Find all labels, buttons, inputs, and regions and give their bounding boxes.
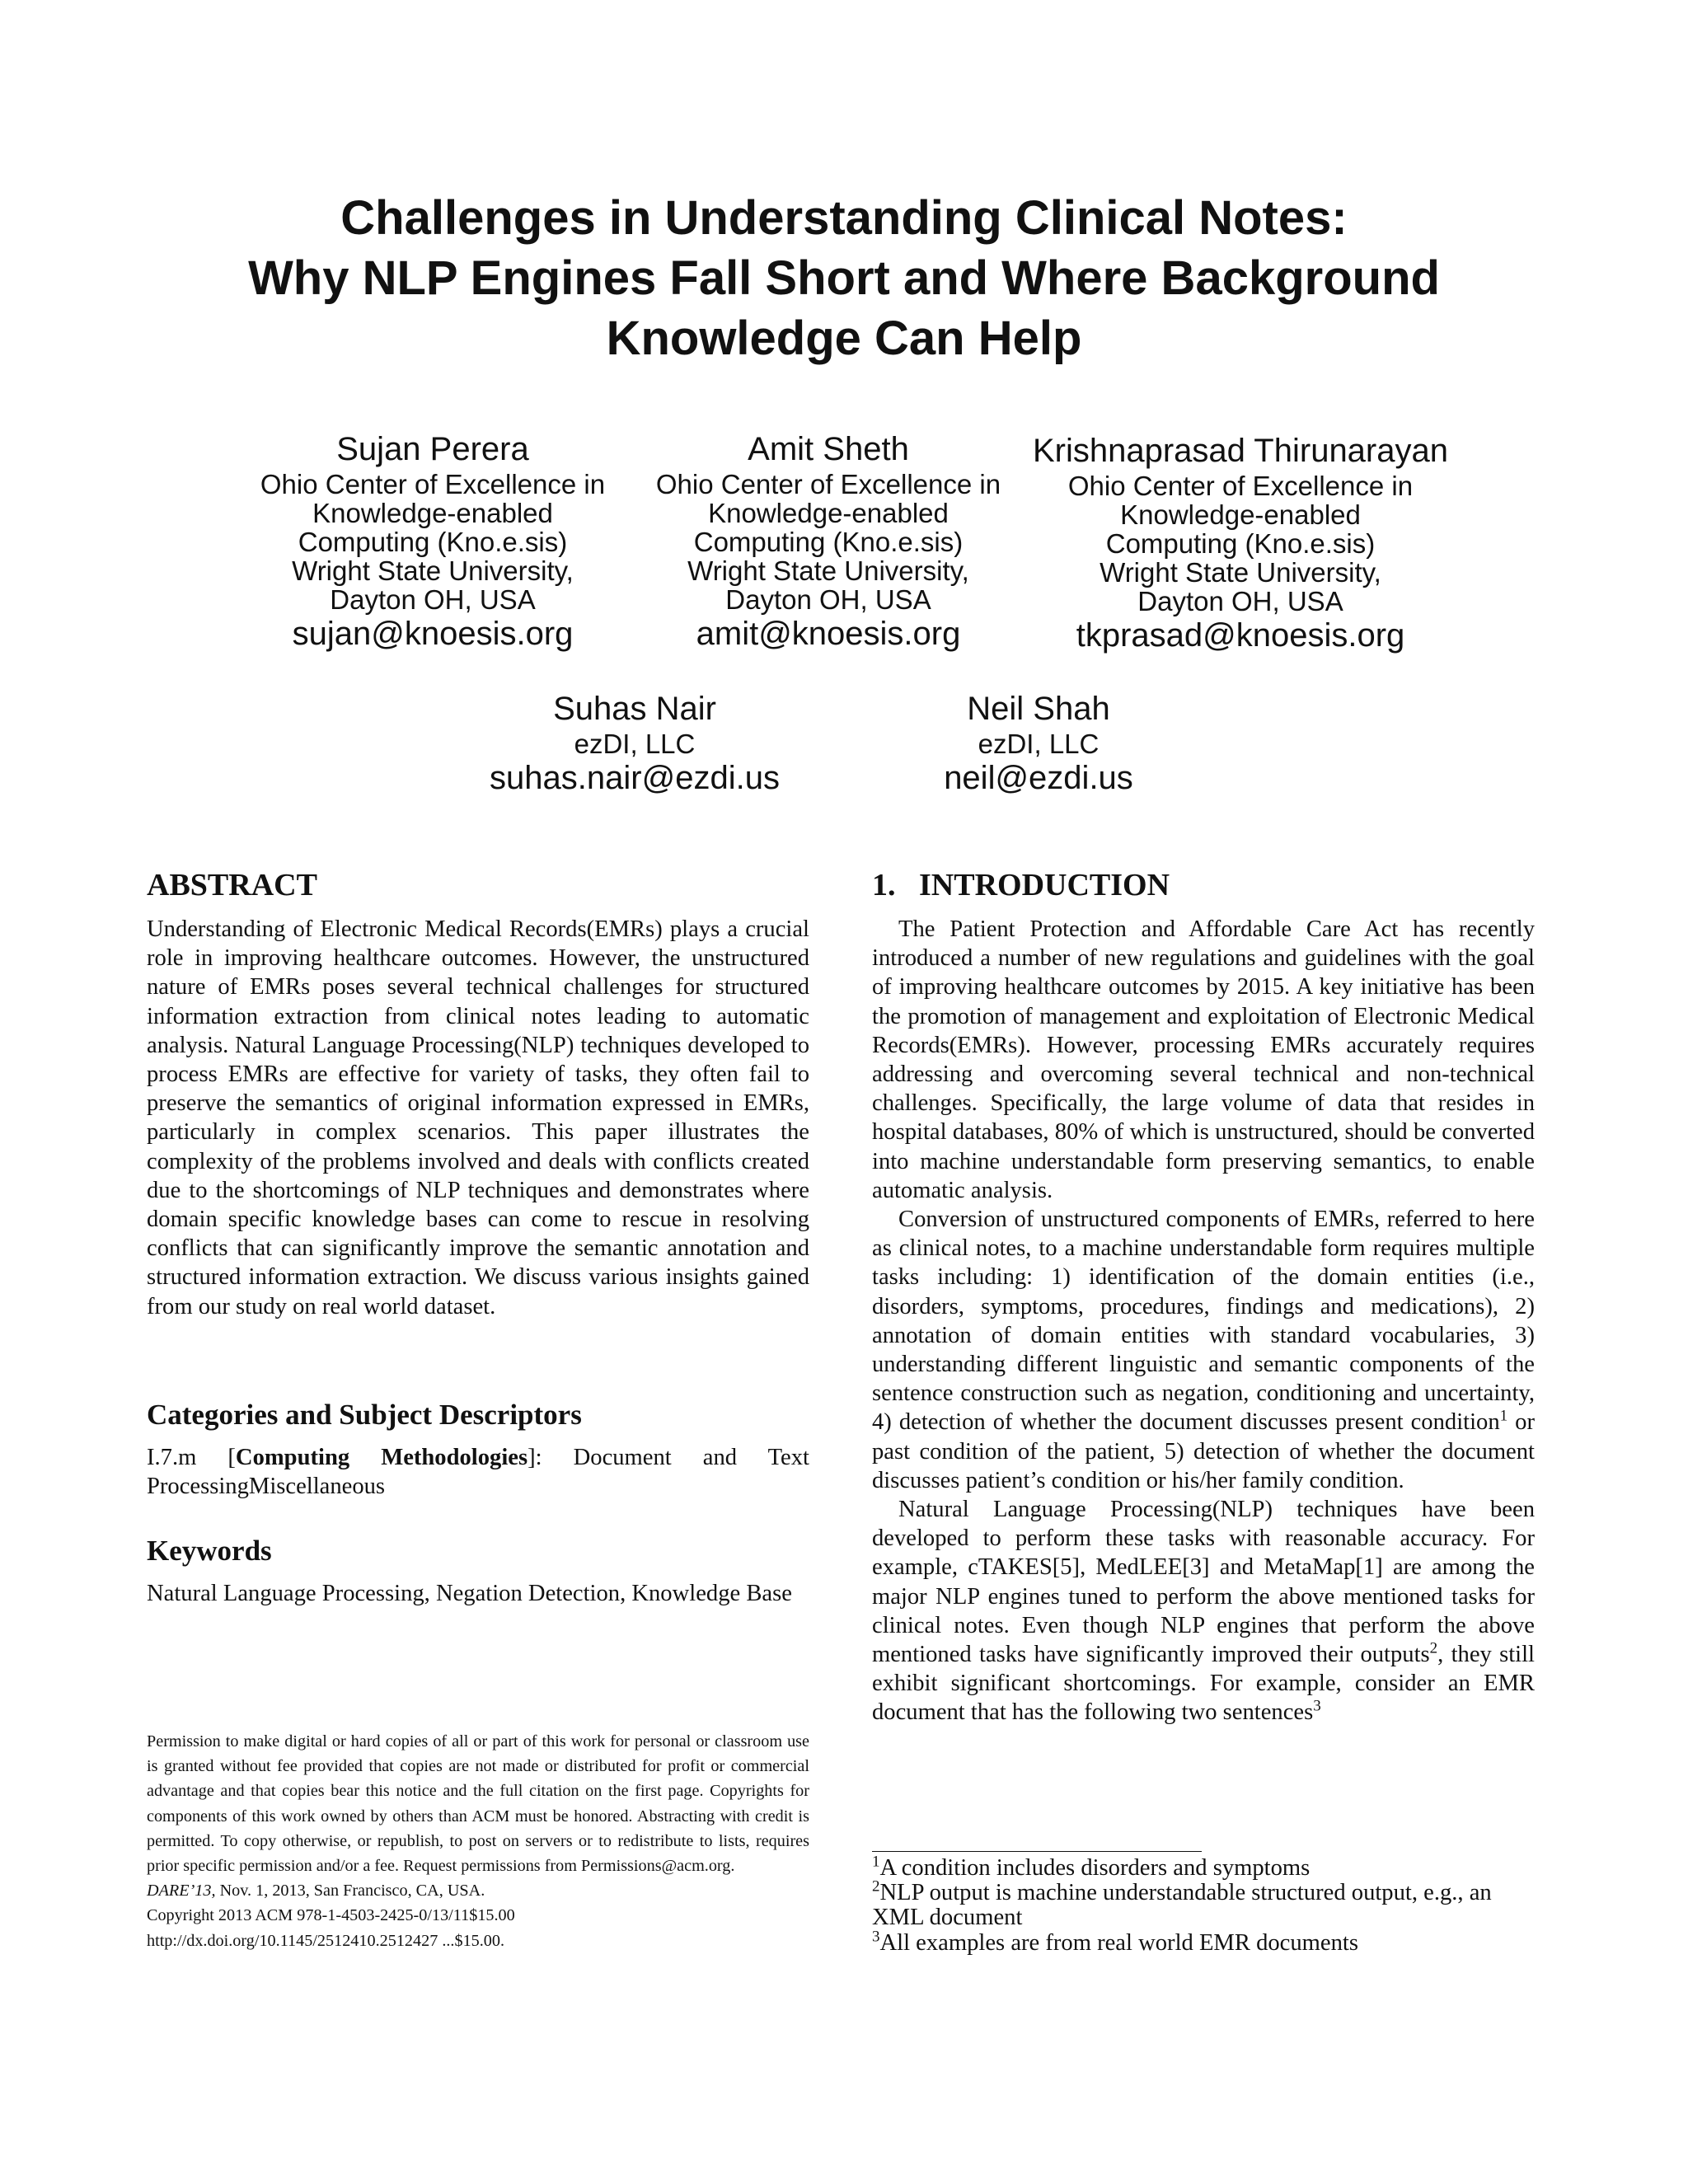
footnote-ref: 1 xyxy=(1499,1407,1508,1425)
intro-text: or past condition of the patient, 5) detection of whether the document discusses patient’s condition or his/her family condition. xyxy=(872,1409,1535,1493)
author-name: Neil Shah xyxy=(967,691,1110,727)
author-affiliation: ezDI, LLC xyxy=(978,729,1100,759)
intro-text: , they still exhibit significant shortcomings. For example, consider an EMR document that has the following two sentences xyxy=(872,1642,1535,1726)
author-email: sujan@knoesis.org xyxy=(292,616,574,652)
author-email: suhas.nair@ezdi.us xyxy=(490,760,780,796)
author-affiliation: Wright State University, xyxy=(687,555,969,586)
author-name: Sujan Perera xyxy=(336,431,529,467)
author-affiliation: Ohio Center of Excellence in xyxy=(260,469,606,499)
permission-text: Permission to make digital or hard copies of all or part of this work for personal or classroom use is granted without fee provided that copies are not made or distributed for profit or commercial advantage and that copies bear this notice and the full citation on the first page. Copyrights for components of this work owned by others than ACM must be honored. Abstracting with credit is permitted. To copy otherwise, or republish, to post on servers or to redistribute to lists, requires prior specific permission and/or a fee. Request permissions from Permissions@acm.org. xyxy=(147,1732,809,1876)
footnotes xyxy=(872,1853,1535,1956)
author-affiliation: Knowledge-enabled xyxy=(1120,499,1361,530)
author-affiliation: Dayton OH, USA xyxy=(1137,586,1343,616)
footnote-text: NLP output is machine understandable structured output, e.g., an XML document xyxy=(872,1880,1492,1931)
footnote-ref: 3 xyxy=(1313,1697,1321,1715)
footnote-text: A condition includes disorders and symptoms xyxy=(879,1855,1311,1881)
conference-details: Nov. 1, 2013, San Francisco, CA, USA. xyxy=(215,1882,485,1900)
categories-section xyxy=(147,1397,809,1501)
abstract-text: Understanding of Electronic Medical Records(EMRs) plays a crucial role in improving healthcare outcomes. However, the unstructured nature of EMRs poses several technical challenges for structured information extraction from clinical notes leading to automatic analysis. Natural Language Processing(NLP) techniques developed to process EMRs are effective for variety of tasks, they often fail to preserve the semantics of original information expressed in EMRs, particularly in complex scenarios. This paper illustrates the complexity of the problems involved and deals with conflicts created due to the shortcomings of NLP techniques and demonstrates where domain specific knowledge bases can come to rescue in resolving conflicts that can significantly improve the semantic annotation and structured information extraction. We discuss various insights gained from our study on real world dataset. xyxy=(147,916,809,1319)
author-block xyxy=(655,429,1001,654)
keywords-section xyxy=(147,1533,809,1608)
author-email: tkprasad@knoesis.org xyxy=(1076,617,1405,654)
categories-code: I.7.m [ xyxy=(147,1445,236,1470)
author-block xyxy=(1026,430,1455,655)
paper-title xyxy=(0,188,1688,368)
introduction-heading: 1. INTRODUCTION xyxy=(872,868,1170,902)
author-block xyxy=(474,688,795,798)
title-line: Knowledge Can Help xyxy=(606,312,1082,365)
author-affiliation: Wright State University, xyxy=(292,555,574,586)
left-column xyxy=(147,865,809,1706)
footnote-text: All examples are from real world EMR documents xyxy=(879,1929,1358,1956)
intro-text: Conversion of unstructured components of EMRs, referred to here as clinical notes, to a machine understandable form requires multiple tasks including: 1) identification of the domain entities (i.e., disorders, symptoms, procedures, findings and medications), 2) annotation of domain entities with standard vocabularies, 3) understanding different linguistic and semantic components of the sentence construction such as negation, conditioning and uncertainty, 4) detection of whether the document discusses present condition xyxy=(872,1207,1535,1436)
author-affiliation: Wright State University, xyxy=(1100,557,1381,588)
author-affiliation: Ohio Center of Excellence in xyxy=(1067,471,1414,501)
footnote-mark: 2 xyxy=(872,1877,880,1896)
footnote-ref: 2 xyxy=(1429,1639,1438,1657)
intro-text: Natural Language Processing(NLP) techniques have been developed to perform these tasks with reasonable accuracy. For example, cTAKES[5], MedLEE[3] and MetaMap[1] are among the major NLP engines tuned to perform the above mentioned tasks for clinical notes. Even though NLP engines that perform the above mentioned tasks have significantly improved their outputs xyxy=(872,1497,1535,1668)
categories-text xyxy=(147,1443,809,1501)
footnote xyxy=(872,1928,1535,1956)
footnote-mark: 3 xyxy=(872,1928,880,1946)
author-email: neil@ezdi.us xyxy=(944,760,1133,796)
abstract-heading: ABSTRACT xyxy=(147,868,317,902)
abstract-section xyxy=(147,865,809,1321)
author-affiliation: Ohio Center of Excellence in xyxy=(655,469,1001,499)
author-affiliation: Knowledge-enabled xyxy=(312,498,553,528)
title-line: Challenges in Understanding Clinical Notes: xyxy=(340,191,1348,245)
author-affiliation: Dayton OH, USA xyxy=(725,584,931,615)
intro-paragraph xyxy=(872,1205,1535,1495)
categories-heading: Categories and Subject Descriptors xyxy=(147,1399,582,1431)
author-affiliation: Knowledge-enabled xyxy=(708,498,949,528)
author-block xyxy=(260,429,606,654)
footnote xyxy=(872,1853,1535,1881)
categories-term: Computing Methodologies xyxy=(235,1445,528,1470)
keywords-text: Natural Language Processing, Negation Detection, Knowledge Base xyxy=(147,1581,792,1606)
categories-rest: ]: Document and Text ProcessingMiscellaneous xyxy=(147,1445,809,1500)
permission-block xyxy=(147,1729,809,1953)
intro-paragraph xyxy=(872,1495,1535,1727)
author-block xyxy=(894,688,1183,798)
footnote-mark: 1 xyxy=(872,1853,880,1871)
title-line: Why NLP Engines Fall Short and Where Background xyxy=(248,251,1440,305)
keywords-heading: Keywords xyxy=(147,1535,272,1567)
author-affiliation: Computing (Kno.e.sis) xyxy=(298,527,568,557)
right-column xyxy=(872,865,1535,1846)
author-name: Suhas Nair xyxy=(553,691,716,727)
doi-line: http://dx.doi.org/10.1145/2512410.2512427 ...$15.00. xyxy=(147,1931,505,1950)
author-affiliation: Computing (Kno.e.sis) xyxy=(1105,528,1376,559)
copyright-line: Copyright 2013 ACM 978-1-4503-2425-0/13/11$15.00 xyxy=(147,1906,515,1925)
footnote xyxy=(872,1877,1535,1931)
author-email: amit@knoesis.org xyxy=(696,616,961,652)
author-affiliation: Dayton OH, USA xyxy=(330,584,536,615)
conference-name: DARE’13, xyxy=(147,1882,216,1900)
author-affiliation: ezDI, LLC xyxy=(574,729,696,759)
author-affiliation: Computing (Kno.e.sis) xyxy=(693,527,964,557)
footnote-rule xyxy=(872,1851,1202,1852)
intro-paragraph: The Patient Protection and Affordable Care Act has recently introduced a number of new regulations and guidelines with the goal of improving healthcare outcomes by 2015. A key initiative has been the promotion of management and exploitation of Electronic Medical Records(EMRs). However, processing EMRs accurately requires addressing and overcoming several technical and non-technical challenges. Specifically, the large volume of data that resides in hospital databases, 80% of which is unstructured, should be converted into machine understandable form preserving semantics, to enable automatic analysis. xyxy=(872,916,1535,1203)
author-name: Krishnaprasad Thirunarayan xyxy=(1032,433,1448,469)
conference-line xyxy=(147,1878,809,1903)
author-name: Amit Sheth xyxy=(748,431,909,467)
